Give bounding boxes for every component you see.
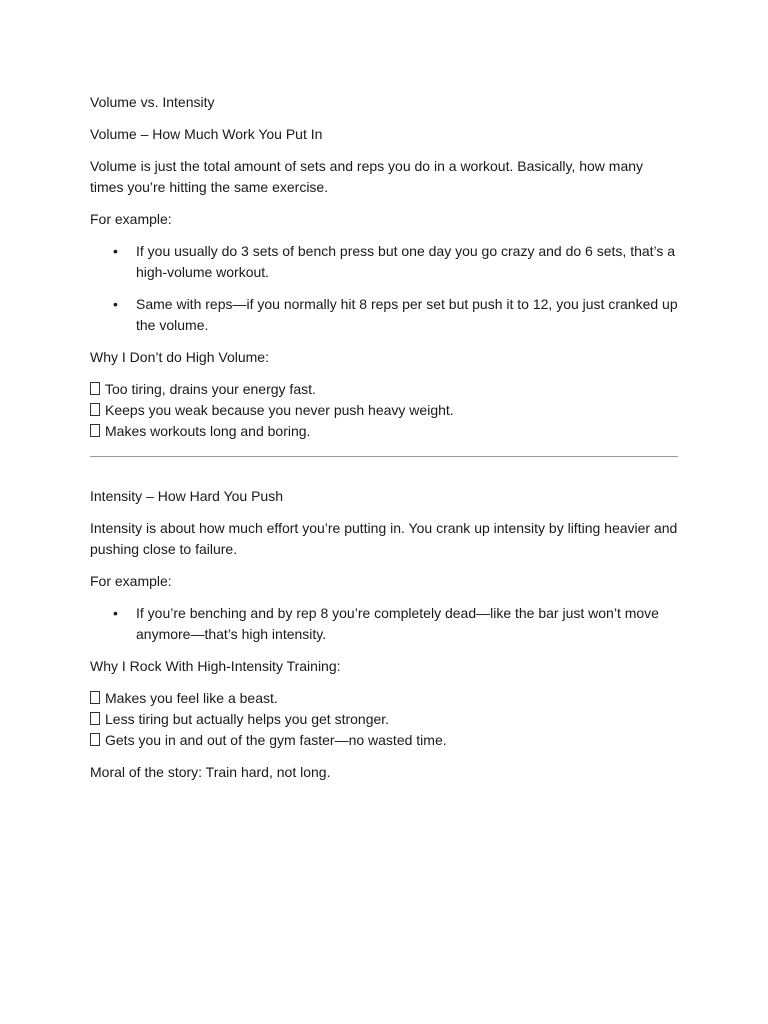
bullet-icon: • (113, 605, 118, 621)
volume-intro: Volume is just the total amount of sets and reps you do in a workout. Basically, how many times you’re hitting the same exercise. (90, 158, 644, 195)
list-item-text: If you’re benching and by rep 8 you’re completely dead—like the bar just won’t move anymore—that’s high intensity. (136, 605, 659, 642)
reason-text: Makes you feel like a beast. (105, 690, 278, 706)
intensity-reasons (90, 688, 678, 751)
missing-glyph-icon (90, 424, 100, 437)
section-divider (90, 456, 678, 457)
reason-line (90, 421, 678, 442)
reason-text: Less tiring but actually helps you get stronger. (105, 711, 390, 727)
list-item (90, 603, 678, 645)
list-item-text: Same with reps—if you normally hit 8 reps per set but push it to 12, you just cranked up the volume. (136, 296, 678, 333)
volume-example-list (90, 241, 678, 336)
moral-line: Moral of the story: Train hard, not long. (90, 764, 331, 780)
missing-glyph-icon (90, 733, 100, 746)
reason-line (90, 379, 678, 400)
reason-line (90, 400, 678, 421)
bullet-icon: • (113, 296, 118, 312)
list-item (90, 294, 678, 336)
intensity-example-list (90, 603, 678, 645)
reason-text: Gets you in and out of the gym faster—no wasted time. (105, 732, 447, 748)
list-item-text: If you usually do 3 sets of bench press but one day you go crazy and do 6 sets, that’s a high-volume workout. (136, 243, 676, 280)
bullet-icon: • (113, 243, 118, 259)
document-body (90, 92, 678, 794)
missing-glyph-icon (90, 712, 100, 725)
missing-glyph-icon (90, 382, 100, 395)
intensity-example-label: For example: (90, 573, 172, 589)
reason-text: Keeps you weak because you never push heavy weight. (105, 402, 454, 418)
intensity-intro: Intensity is about how much effort you’re putting in. You crank up intensity by lifting heavier and pushing close to failure. (90, 520, 678, 557)
document-title: Volume vs. Intensity (90, 94, 215, 110)
intensity-heading: Intensity – How Hard You Push (90, 488, 284, 504)
reason-line (90, 730, 678, 751)
volume-reasons (90, 379, 678, 442)
reason-text: Makes workouts long and boring. (105, 423, 311, 439)
reason-line (90, 688, 678, 709)
missing-glyph-icon (90, 403, 100, 416)
volume-why-heading: Why I Don’t do High Volume: (90, 349, 269, 365)
intensity-why-heading: Why I Rock With High-Intensity Training: (90, 658, 341, 674)
missing-glyph-icon (90, 691, 100, 704)
reason-text: Too tiring, drains your energy fast. (105, 381, 316, 397)
list-item (90, 241, 678, 283)
reason-line (90, 709, 678, 730)
volume-example-label: For example: (90, 211, 172, 227)
volume-heading: Volume – How Much Work You Put In (90, 126, 323, 142)
